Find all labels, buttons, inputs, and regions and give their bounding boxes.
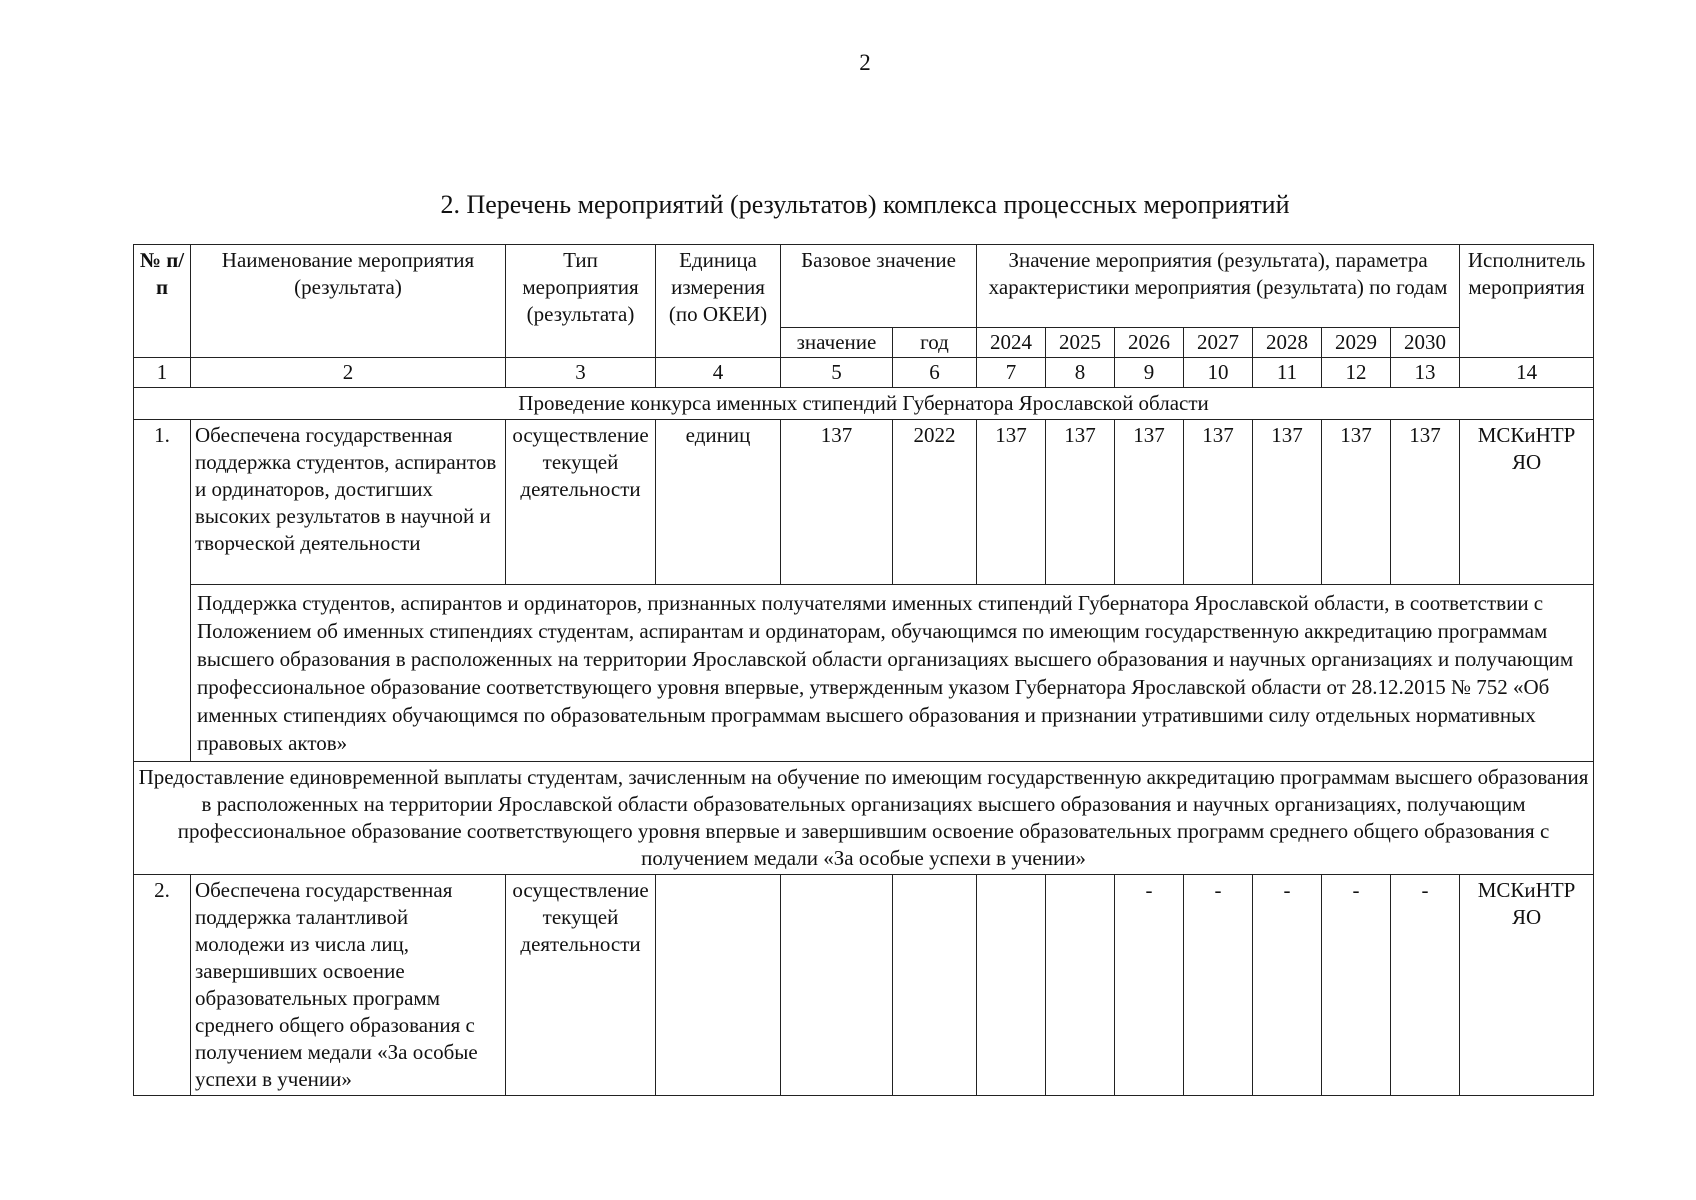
section-title: 2. Перечень мероприятий (результатов) комплекса процессных мероприятий bbox=[440, 190, 1290, 219]
row-year-value: 137 bbox=[1115, 420, 1184, 585]
row-year-value bbox=[977, 875, 1046, 1096]
row-year-value: - bbox=[1253, 875, 1322, 1096]
header-year: 2030 bbox=[1391, 328, 1460, 358]
row-year-value: 137 bbox=[1253, 420, 1322, 585]
header-base-value: значение bbox=[781, 328, 893, 358]
column-number: 4 bbox=[656, 358, 781, 388]
header-row bbox=[134, 245, 1594, 328]
section-heading: Предоставление единовременной выплаты студентам, зачисленным на обучение по имеющим государственную аккредитацию программам высшего образования в расположенных на территории Ярославской области образовательных организациях высшего образования и научных организациях, получающим профессиональное образование соответствующего уровня впервые и завершившим освоение образовательных программ среднего общего образования с получением медали «За особые успехи в учении» bbox=[134, 762, 1594, 875]
description-row bbox=[134, 585, 1594, 762]
row-year-value: 137 bbox=[1046, 420, 1115, 585]
row-base-year: 2022 bbox=[893, 420, 977, 585]
row-number: 2. bbox=[134, 875, 191, 1096]
column-number: 3 bbox=[506, 358, 656, 388]
row-year-value: - bbox=[1115, 875, 1184, 1096]
column-number: 5 bbox=[781, 358, 893, 388]
row-description: Поддержка студентов, аспирантов и ординаторов, признанных получателями именных стипендий Губернатора Ярославской области, в соответствии с Положением об именных стипендиях студентам, аспирантам и ординаторам, обучающимся по имеющим государственную аккредитацию программам высшего образования в расположенных на территории Ярославской области организациях высшего образования и научных организациях и получающим профессиональное образование соответствующего уровня впервые, утвержденным указом Губернатора Ярославской области от 28.12.2015 № 752 «Об именных стипендиях обучающимся по образовательным программам высшего образования и признании утратившими силу отдельных нормативных правовых актов» bbox=[191, 585, 1594, 762]
column-number: 8 bbox=[1046, 358, 1115, 388]
row-name: Обеспечена государственная поддержка студентов, аспирантов и ординаторов, достигших высоких результатов в научной и творческой деятельности bbox=[191, 420, 506, 585]
column-number: 10 bbox=[1184, 358, 1253, 388]
column-number: 11 bbox=[1253, 358, 1322, 388]
row-type: осуществление текущей деятельности bbox=[506, 875, 656, 1096]
header-year: 2028 bbox=[1253, 328, 1322, 358]
header-values: Значение мероприятия (результата), параметра характеристики мероприятия (результата) по годам bbox=[977, 245, 1460, 328]
header-year: 2027 bbox=[1184, 328, 1253, 358]
header-base-year: год bbox=[893, 328, 977, 358]
column-number: 14 bbox=[1460, 358, 1594, 388]
header-year: 2025 bbox=[1046, 328, 1115, 358]
header-executor: Исполнитель мероприятия bbox=[1460, 245, 1594, 358]
row-unit bbox=[656, 875, 781, 1096]
page-number: 2 bbox=[859, 50, 871, 75]
row-year-value: 137 bbox=[1184, 420, 1253, 585]
column-number: 9 bbox=[1115, 358, 1184, 388]
column-number: 6 bbox=[893, 358, 977, 388]
row-base-value bbox=[781, 875, 893, 1096]
row-year-value bbox=[1046, 875, 1115, 1096]
table-row bbox=[134, 875, 1594, 1096]
column-number: 2 bbox=[191, 358, 506, 388]
column-number: 7 bbox=[977, 358, 1046, 388]
row-base-value: 137 bbox=[781, 420, 893, 585]
measures-table bbox=[133, 244, 1594, 1096]
column-number-row bbox=[134, 358, 1594, 388]
row-year-value: 137 bbox=[1322, 420, 1391, 585]
row-name: Обеспечена государственная поддержка талантливой молодежи из числа лиц, завершивших освоение образовательных программ среднего общего образования с получением медали «За особые успехи в учении» bbox=[191, 875, 506, 1096]
header-name: Наименование мероприятия (результата) bbox=[191, 245, 506, 358]
section-heading: Проведение конкурса именных стипендий Губернатора Ярославской области bbox=[134, 388, 1594, 420]
header-year: 2026 bbox=[1115, 328, 1184, 358]
header-unit: Единица измерения (по ОКЕИ) bbox=[656, 245, 781, 358]
row-executor: МСКиНТР ЯО bbox=[1460, 875, 1594, 1096]
table-row bbox=[134, 420, 1594, 585]
row-year-value: 137 bbox=[977, 420, 1046, 585]
header-num: № п/п bbox=[134, 245, 191, 358]
row-type: осуществление текущей деятельности bbox=[506, 420, 656, 585]
header-base: Базовое значение bbox=[781, 245, 977, 328]
row-year-value: - bbox=[1391, 875, 1460, 1096]
row-year-value: - bbox=[1322, 875, 1391, 1096]
row-unit: единиц bbox=[656, 420, 781, 585]
header-year: 2029 bbox=[1322, 328, 1391, 358]
row-year-value: - bbox=[1184, 875, 1253, 1096]
section-heading-row bbox=[134, 388, 1594, 420]
row-executor: МСКиНТР ЯО bbox=[1460, 420, 1594, 585]
row-year-value: 137 bbox=[1391, 420, 1460, 585]
row-base-year bbox=[893, 875, 977, 1096]
column-number: 12 bbox=[1322, 358, 1391, 388]
header-year: 2024 bbox=[977, 328, 1046, 358]
section-heading-row bbox=[134, 762, 1594, 875]
row-number: 1. bbox=[134, 420, 191, 762]
column-number: 13 bbox=[1391, 358, 1460, 388]
header-type: Тип мероприятия (результата) bbox=[506, 245, 656, 358]
column-number: 1 bbox=[134, 358, 191, 388]
